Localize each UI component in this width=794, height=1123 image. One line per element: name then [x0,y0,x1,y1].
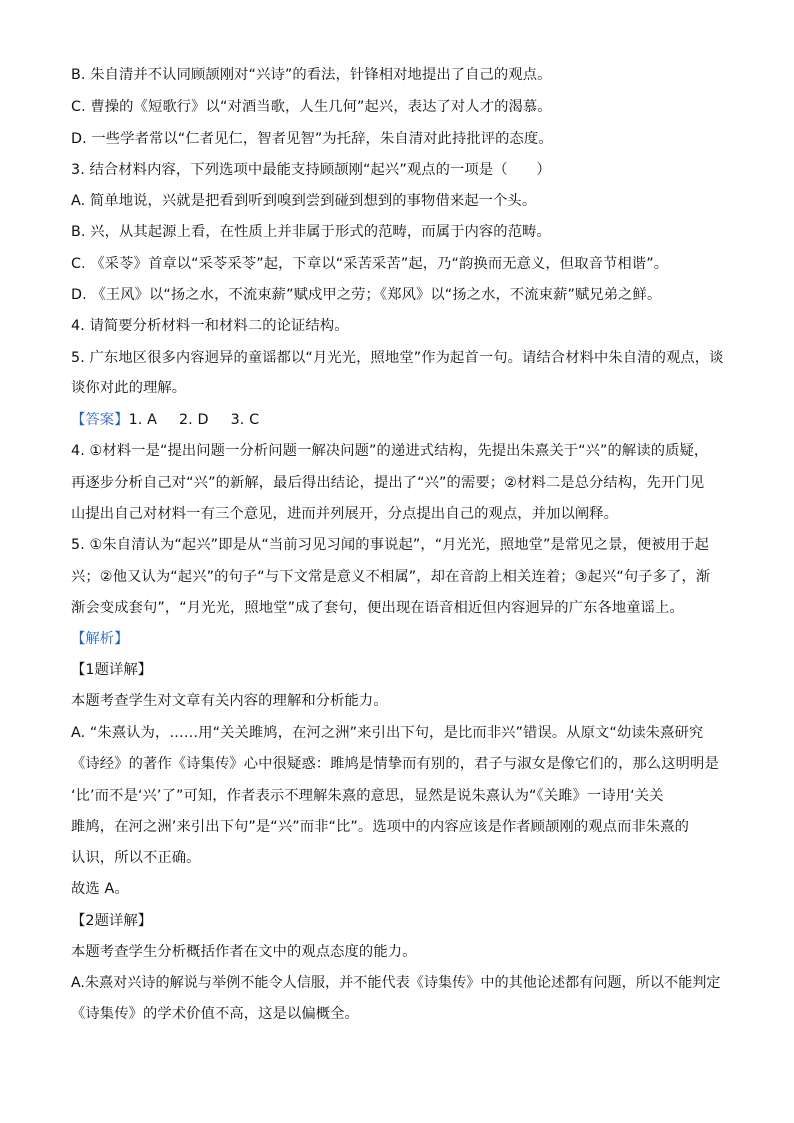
answer-item: 1. A [128,412,157,428]
detail-heading-2: 【2题详解】 [71,913,153,929]
question-5-line: 5. 广东地区很多内容迥异的童谣都以“月光光，照地堂”作为起首一句。请结合材料中朱自清的观点，谈 [71,350,724,366]
analysis-label: 【解析】 [71,631,129,647]
q3-option-b-line: B. 兴，从其起源上看，在性质上并非属于形式的范畴，而属于内容的范畴。 [71,224,551,240]
detail-line: 认识，所以不正确。 [71,850,201,866]
answer-item: 3. C [230,412,260,428]
answer-5-line-cont: 兴；②他又认为“起兴”的句子“与下文常是意义不相属”，却在音韵上相关连着；③起兴“句子多了，渐 [71,569,711,585]
option-b-line: B. 朱自清并不认同顾颉刚对“兴诗”的看法，针锋相对地提出了自己的观点。 [71,67,552,83]
question-5-line-cont: 谈你对此的理解。 [71,380,187,396]
option-c-line: C. 曹操的《短歌行》以“对酒当歌，人生几何”起兴，表达了对人才的渴慕。 [71,99,552,115]
question-4-line: 4. 请简要分析材料一和材料二的论证结构。 [71,318,349,334]
answer-4-line-cont: 山提出自己对材料一有三个意见，进而并列展开，分点提出自己的观点，并加以阐释。 [71,506,619,522]
detail-line: 本题考查学生分析概括作者在文中的观点态度的能力。 [71,944,417,960]
detail-line: A.朱熹对兴诗的解说与举例不能令人信服，并不能代表《诗集传》中的其他论述都有问题，所以不能判定 [71,975,721,991]
detail-line: 《诗集传》的学术价值不高，这是以偏概全。 [71,1006,359,1022]
answer-5-line-cont: 渐会变成套句”，“月光光，照地堂”成了套句，便出现在语音相近但内容迥异的广东各地童谣上。 [71,600,684,616]
detail-line: 《诗经》的著作《诗集传》心中很疑惑：雎鸠是情挚而有别的，君子与淑女是像它们的，那么这明明是 [71,756,719,772]
q3-option-d-line: D. 《王风》以“扬之水，不流束薪”赋戍甲之劳；《郑风》以“扬之水，不流束薪”赋兄弟之鲜。 [71,287,662,303]
detail-line: 故选 A。 [71,881,129,897]
question-3-line: 3. 结合材料内容，下列选项中最能支持顾颉刚“起兴”观点的一项是（ ） [71,162,551,178]
detail-line: 本题考查学生对文章有关内容的理解和分析能力。 [71,693,388,709]
q3-option-c-line: C. 《采苓》首章以“采苓采苓”起，下章以“采苦采苦”起，乃“韵换而无意义，但取音节相谐”。 [71,256,669,272]
detail-heading-1: 【1题详解】 [71,662,153,678]
answer-label: 【答案】 [71,412,129,428]
detail-line: 雎鸠，在河之洲’来引出下句”是“兴”而非“比”。选项中的内容应该是作者顾颉刚的观点而非朱熹的 [71,819,690,835]
answer-line [71,410,724,430]
detail-line: A. “朱熹认为，……用“关关雎鸠，在河之洲”来引出下句，是比而非兴”错误。从原文“幼读朱熹研究 [71,725,704,741]
option-d-line: D. 一些学者常以“仁者见仁，智者见智”为托辞，朱自清对此持批评的态度。 [71,131,553,147]
q3-option-a-line: A. 简单地说，兴就是把看到听到嗅到尝到碰到想到的事物借来起一个头。 [71,193,537,209]
answer-item: 2. D [178,412,209,428]
answer-5-line: 5. ①朱自清认为“起兴”即是从“当前习见习闻的事说起”，“月光光，照地堂”是常见之景，便被用于起 [71,537,709,553]
detail-line: ‘比’而不是‘兴’了”可知，作者表示不理解朱熹的意思，显然是说朱熹认为“《关雎》一诗用‘关关 [71,788,664,804]
answer-4-line: 4. ①材料一是“提出问题一分析问题一解决问题”的递进式结构，先提出朱熹关于“兴”的解读的质疑， [71,443,709,459]
answer-4-line-cont: 再逐步分析自己对“兴”的新解，最后得出结论，提出了“兴”的需要；②材料二是总分结构，先开门见 [71,475,705,491]
